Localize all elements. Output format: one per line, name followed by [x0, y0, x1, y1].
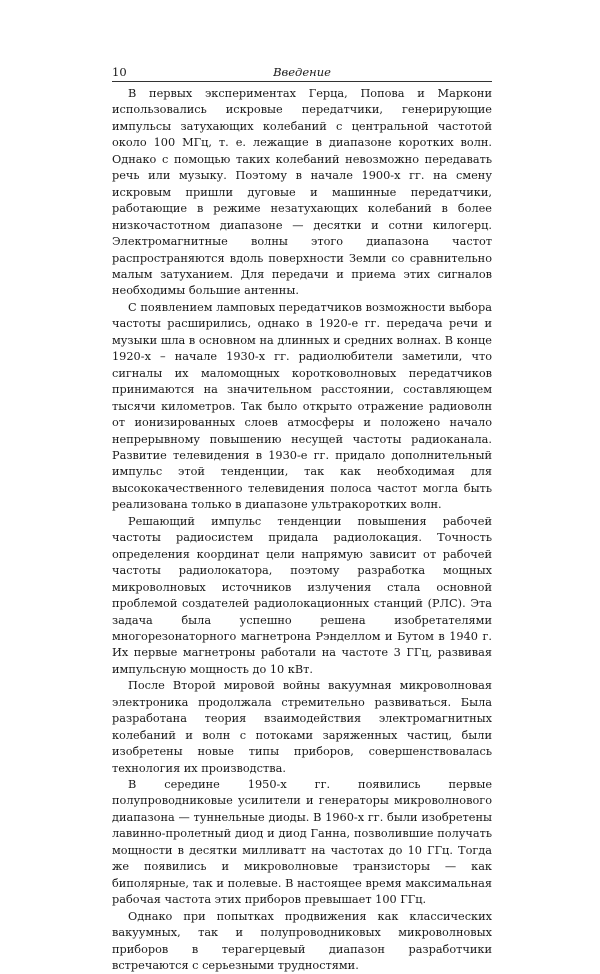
paragraph-3: Решающий импульс тенденции повышения рабочей частоты радиосистем придала радиолокация. Точность определения координат цели напрямую зависит от рабочей частоты радиолокатора, поэтому разработка мощных микроволновых источников излучения стала основной проблемой создателей радиолокационных станций (РЛС). Эта задача была успешно решена изобретателями многорезонаторного магнетрона Рэнделлом и Бутом в 1940 г. Их первые магнетроны работали на частоте 3 ГГц, развивая импульсную мощность до 10 кВт.	[112, 514, 492, 676]
page-number: 10	[112, 65, 127, 79]
paragraph-6: Однако при попытках продвижения как классических вакуумных, так и полупроводниковых микроволновых приборов в терагерцевый диапазон разработчики встречаются с серьезными трудностями.	[112, 909, 492, 973]
paragraph-2: С появлением ламповых передатчиков возможности выбора частоты расширились, однако в 1920-е гг. передача речи и музыки шла в основном на длинных и средних волнах. В конце 1920-х – начале 1930-х гг. радиолюбители заметили, что сигналы их маломощных коротковолновых передатчиков принимаются на значительном расстоянии, составляющем тысячи километров. Так было открыто отражение радиоволн от ионизированных слоев атмосферы и положено начало непрерывному повышению несущей частоты радиоканала. Развитие телевидения в 1930-е гг. придало дополнительный импульс этой тенденции, так как необходимая для высококачественного телевидения полоса частот могла быть реализована только в диапазоне ультракоротких волн.	[112, 300, 492, 512]
running-title: Введение	[273, 65, 331, 79]
paragraph-1: В первых экспериментах Герца, Попова и Маркони использовались искровые передатчики, генерирующие импульсы затухающих колебаний с центральной частотой около 100 МГц, т. е. лежащие в диапазоне коротких волн. Однако с помощью таких колебаний невозможно передавать речь или музыку. Поэтому в начале 1900-х гг. на смену искровым пришли дуговые и машинные передатчики, работающие в режиме незатухающих колебаний в более низкочастотном диапазоне — десятки и сотни килогерц. Электромагнитные волны этого диапазона частот распространяются вдоль поверхности Земли со сравнительно малым затуханием. Для передачи и приема этих сигналов необходимы большие антенны.	[112, 87, 492, 298]
header-rule	[112, 81, 492, 82]
paragraph-4: После Второй мировой войны вакуумная микроволновая электроника продолжала стремительно развиваться. Была разработана теория взаимодействия электромагнитных колебаний и волн с потоками заряженных частиц, были изобретены новые типы приборов, совершенствовалась технология их производства.	[112, 679, 492, 775]
page-header	[112, 64, 492, 80]
body-text	[112, 86, 492, 974]
paragraph-5: В середине 1950-х гг. появились первые полупроводниковые усилители и генераторы микроволнового диапазона — туннельные диоды. В 1960-х гг. были изобретены лавинно-пролетный диод и диод Ганна, позволившие получать мощности в десятки милливатт на частотах до 10 ГГц. Тогда же появились и микроволновые транзисторы — как биполярные, так и полевые. В настоящее время максимальная рабочая частота этих приборов превышает 100 ГГц.	[112, 778, 492, 907]
